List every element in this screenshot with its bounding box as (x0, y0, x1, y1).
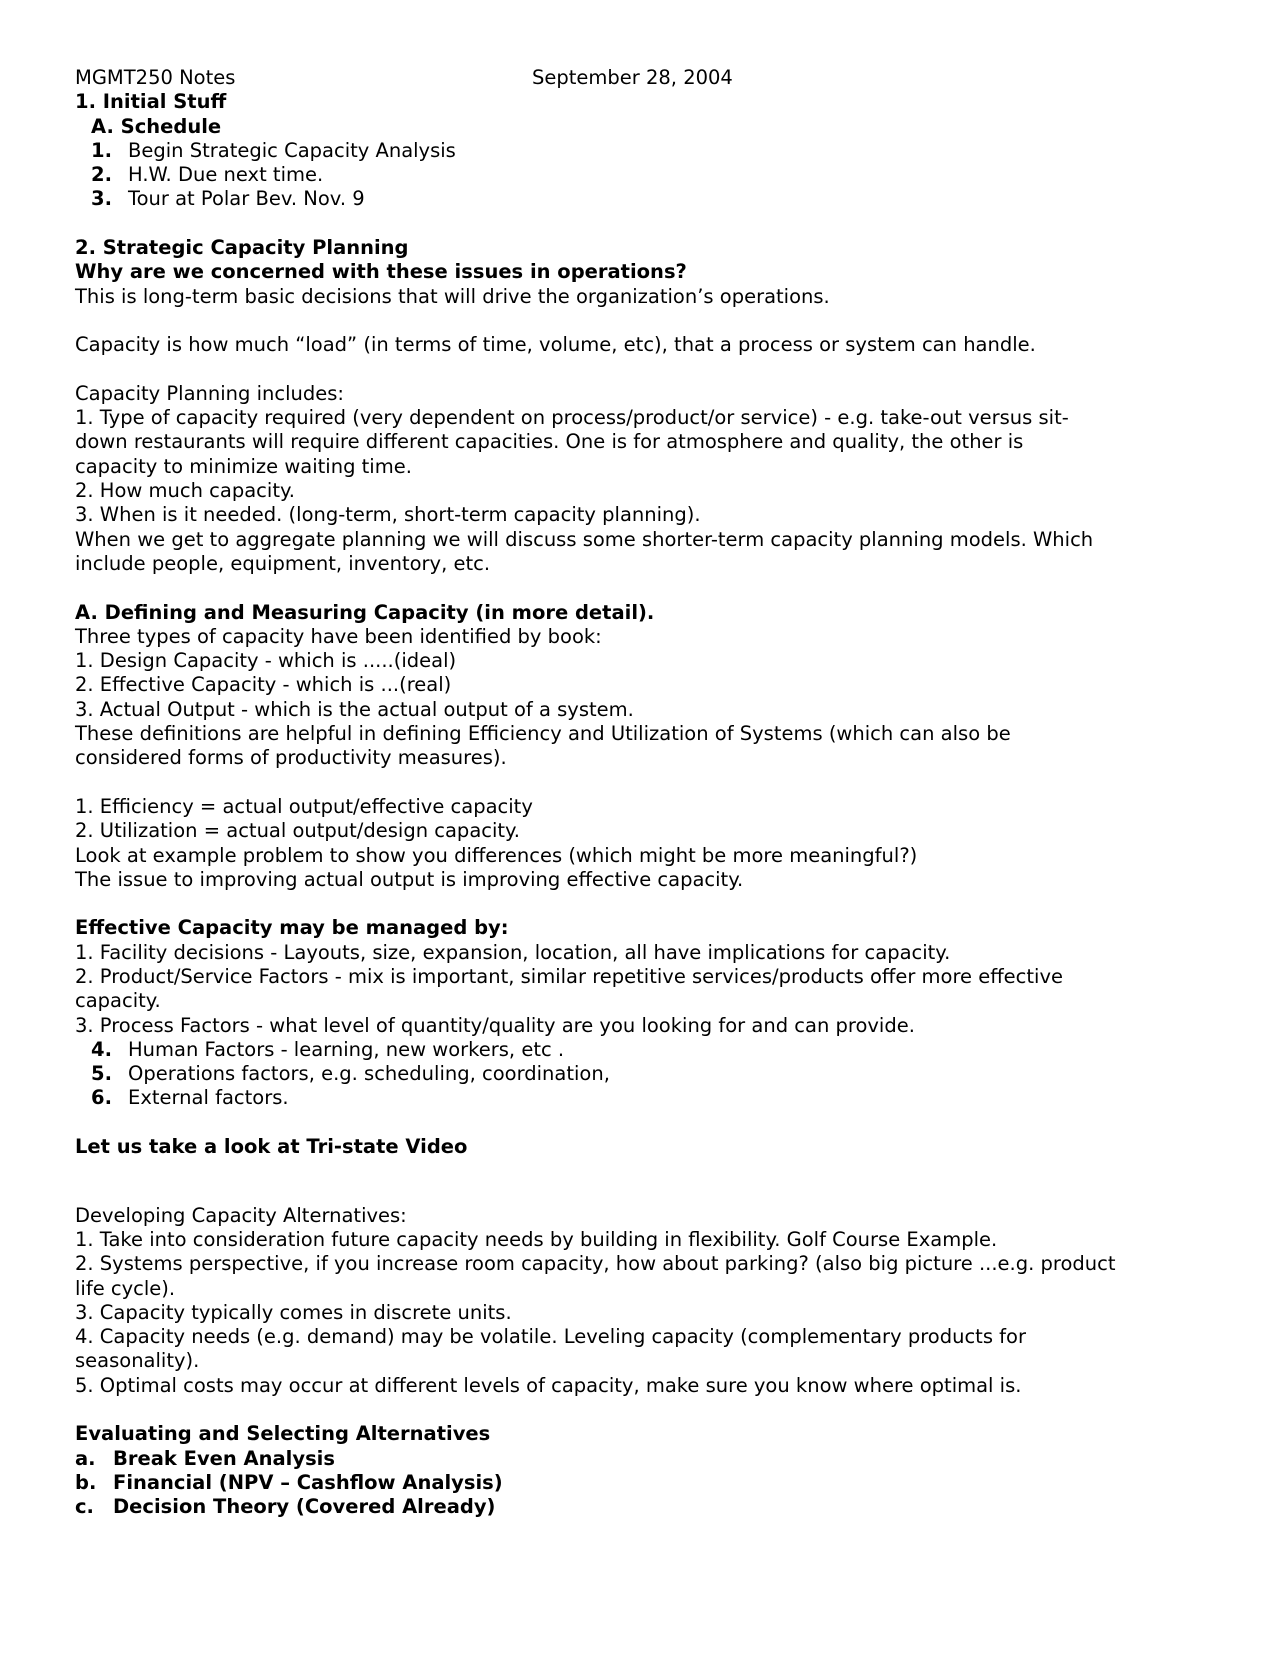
item-text: Decision Theory (Covered Already) (113, 1495, 496, 1519)
item-text: H.W. Due next time. (128, 163, 324, 187)
list-item (75, 139, 1225, 163)
paragraph-line: 2. Effective Capacity - which is ...(real) (75, 673, 452, 697)
section-1-heading: 1. Initial Stuff (75, 90, 227, 114)
spacer (75, 212, 1225, 236)
list-item (75, 163, 1225, 187)
list-item (75, 1447, 1225, 1471)
item-text: Human Factors - learning, new workers, etc . (128, 1037, 565, 1061)
paragraph-line: These definitions are helpful in defining Efficiency and Utilization of Systems (which can also be (75, 722, 1011, 746)
paragraph-line: considered forms of productivity measures). (75, 746, 507, 770)
list-item (75, 187, 1225, 211)
spacer (75, 309, 1225, 333)
evaluating-heading: Evaluating and Selecting Alternatives (75, 1422, 491, 1446)
paragraph-line: The issue to improving actual output is improving effective capacity. (75, 867, 744, 891)
paragraph-line: 1. Design Capacity - which is .....(ideal) (75, 649, 457, 673)
developing-heading: Developing Capacity Alternatives: (75, 1203, 407, 1227)
paragraph-line: 3. Actual Output - which is the actual output of a system. (75, 697, 634, 721)
paragraph-line: 2. How much capacity. (75, 479, 295, 503)
item-number: 6. (91, 1086, 112, 1110)
item-number: 3. (91, 187, 112, 211)
paragraph-line: 1. Take into consideration future capacity needs by building in flexibility. Golf Course Example. (75, 1227, 998, 1251)
paragraph-line: 1. Facility decisions - Layouts, size, expansion, location, all have implications for capacity. (75, 940, 951, 964)
paragraph-line: 2. Product/Service Factors - mix is important, similar repetitive services/products offer more effective (75, 964, 1063, 988)
item-text: Financial (NPV – Cashflow Analysis) (113, 1470, 503, 1494)
paragraph-line: 3. Capacity typically comes in discrete units. (75, 1300, 512, 1324)
section-a-heading: A. Defining and Measuring Capacity (in more detail). (75, 600, 655, 624)
list-item (75, 1062, 1225, 1086)
list-item (75, 1471, 1225, 1495)
list-item (75, 1086, 1225, 1110)
doc-date: September 28, 2004 (532, 66, 733, 89)
paragraph-line: 2. Systems perspective, if you increase room capacity, how about parking? (also big picture ...e.g. product (75, 1252, 1116, 1276)
doc-header (75, 66, 1225, 90)
paragraph-line: When we get to aggregate planning we will discuss some shorter-term capacity planning models. Which (75, 527, 1094, 551)
paragraph-line: seasonality). (75, 1349, 200, 1373)
item-text: Tour at Polar Bev. Nov. 9 (128, 187, 365, 211)
effective-capacity-heading: Effective Capacity may be managed by: (75, 916, 509, 940)
list-item (75, 1495, 1225, 1519)
spacer (75, 1184, 1225, 1204)
paragraph-line: 1. Type of capacity required (very dependent on process/product/or service) - e.g. take-out versus sit- (75, 406, 1069, 430)
paragraph-line: This is long-term basic decisions that will drive the organization’s operations. (75, 284, 830, 308)
item-text: External factors. (128, 1086, 289, 1110)
item-letter: a. (75, 1446, 96, 1470)
item-number: 4. (91, 1037, 112, 1061)
item-number: 2. (91, 163, 112, 187)
spacer (75, 358, 1225, 382)
spacer (75, 576, 1225, 600)
paragraph-line: Look at example problem to show you differences (which might be more meaningful?) (75, 843, 918, 867)
paragraph-line: 3. Process Factors - what level of quantity/quality are you looking for and can provide. (75, 1013, 915, 1037)
section-2-heading: 2. Strategic Capacity Planning (75, 236, 409, 260)
course-title: MGMT250 Notes (75, 66, 236, 89)
item-text: Break Even Analysis (113, 1446, 335, 1470)
paragraph-line: capacity. (75, 989, 161, 1013)
paragraph-line: capacity to minimize waiting time. (75, 454, 412, 478)
document-page (75, 66, 1225, 1520)
paragraph-line: Three types of capacity have been identified by book: (75, 624, 602, 648)
paragraph-line: down restaurants will require different capacities. One is for atmosphere and quality, the other is (75, 430, 1024, 454)
paragraph-line: 3. When is it needed. (long-term, short-term capacity planning). (75, 503, 701, 527)
paragraph-line: 5. Optimal costs may occur at different levels of capacity, make sure you know where optimal is. (75, 1373, 1022, 1397)
section-2-question: Why are we concerned with these issues in operations? (75, 260, 687, 284)
item-letter: b. (75, 1470, 97, 1494)
spacer (75, 892, 1225, 916)
list-item (75, 1038, 1225, 1062)
paragraph-line: include people, equipment, inventory, etc. (75, 551, 491, 575)
item-text: Begin Strategic Capacity Analysis (128, 138, 456, 162)
paragraph-line: Capacity Planning includes: (75, 381, 344, 405)
item-number: 5. (91, 1062, 112, 1086)
spacer (75, 1111, 1225, 1135)
paragraph-line: 2. Utilization = actual output/design capacity. (75, 819, 521, 843)
spacer (75, 1398, 1225, 1422)
paragraph-line: 4. Capacity needs (e.g. demand) may be volatile. Leveling capacity (complementary products for (75, 1325, 1026, 1349)
schedule-subheading: A. Schedule (91, 114, 222, 138)
paragraph-line: 1. Efficiency = actual output/effective capacity (75, 794, 533, 818)
item-number: 1. (91, 138, 112, 162)
paragraph-line: life cycle). (75, 1276, 176, 1300)
item-letter: c. (75, 1495, 94, 1519)
spacer (75, 1159, 1225, 1183)
paragraph-line: Capacity is how much “load” (in terms of time, volume, etc), that a process or system can handle. (75, 333, 1036, 357)
spacer (75, 771, 1225, 795)
item-text: Operations factors, e.g. scheduling, coordination, (128, 1062, 610, 1086)
video-heading: Let us take a look at Tri-state Video (75, 1135, 468, 1159)
